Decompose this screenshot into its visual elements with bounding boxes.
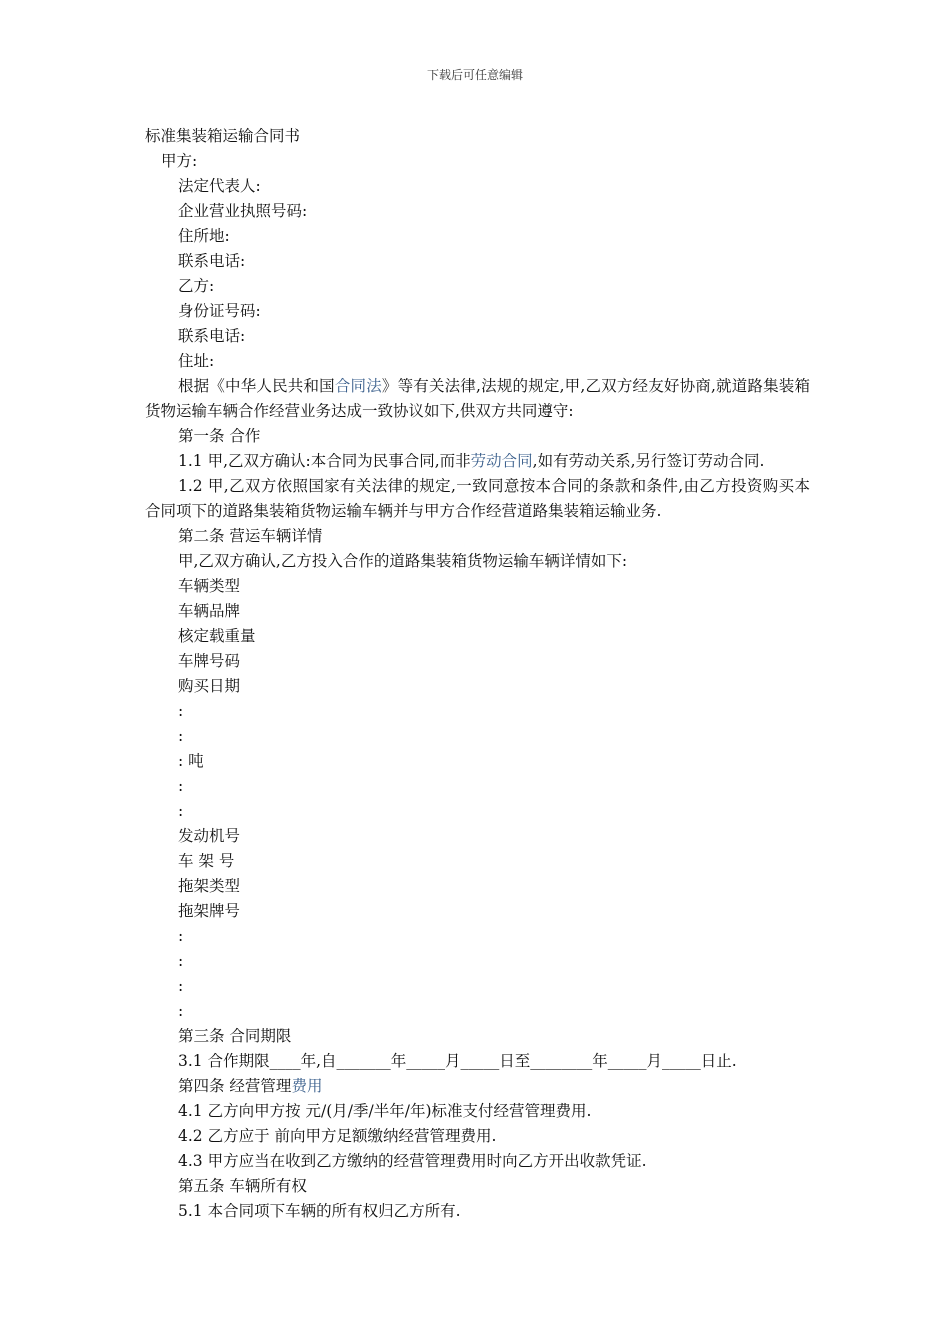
intro-paragraph: [145, 374, 810, 424]
vehicle-field-label: 购买日期: [178, 677, 241, 695]
party-a-phone-field: 联系电话:: [178, 252, 246, 270]
fee-link[interactable]: 费用: [291, 1077, 323, 1095]
article-4-heading-text: 第四条 经营管理: [178, 1077, 292, 1095]
vehicle-field-label: 发动机号: [178, 827, 241, 845]
vehicle-field-value: :: [178, 977, 184, 995]
intro-text-pre: 根据《中华人民共和国: [178, 377, 335, 395]
vehicle-field-value: :: [178, 802, 184, 820]
party-a-address-field: 住所地:: [178, 227, 230, 245]
contract-law-link[interactable]: 合同法: [334, 377, 382, 395]
vehicle-field-value: :: [178, 777, 184, 795]
clause-4-3: 4.3 甲方应当在收到乙方缴纳的经营管理费用时向乙方开出收款凭证.: [178, 1152, 647, 1170]
vehicle-field-value: :: [178, 727, 184, 745]
article-4-heading: [145, 1074, 810, 1099]
clause-1-1-pre: 1.1 甲,乙双方确认:本合同为民事合同,而非: [178, 452, 471, 470]
intro-text-post: 》等有关法律,法规的规定,甲,乙双方经友好协商,就道路集装箱货物运输车辆合作经营业务达成一致协议如下,供双方共同遵守:: [145, 377, 810, 420]
article-2-intro: 甲,乙双方确认,乙方投入合作的道路集装箱货物运输车辆详情如下:: [178, 552, 628, 570]
party-b-address-field: 住址:: [178, 352, 215, 370]
page-header: 下载后可任意编辑: [426, 68, 523, 82]
license-field: 企业营业执照号码:: [178, 202, 308, 220]
vehicle-field-value: :: [178, 927, 184, 945]
vehicle-field-label: 拖架类型: [178, 877, 241, 895]
clause-3-1: 3.1 合作期限____年,自_______年_____月_____日至________年_____月_____日止.: [178, 1052, 737, 1070]
clause-1-1: [145, 449, 810, 474]
clause-4-2: 4.2 乙方应于 前向甲方足额缴纳经营管理费用.: [178, 1127, 497, 1145]
article-3-heading: 第三条 合同期限: [178, 1027, 292, 1045]
legal-rep-field: 法定代表人:: [178, 177, 261, 195]
vehicle-field-label: 核定载重量: [178, 627, 256, 645]
vehicle-field-value: :: [178, 1002, 184, 1020]
vehicle-field-label: 拖架牌号: [178, 902, 241, 920]
article-2-heading: 第二条 营运车辆详情: [178, 527, 323, 545]
clause-5-1: 5.1 本合同项下车辆的所有权归乙方所有.: [178, 1202, 461, 1220]
document-title: 标准集装箱运输合同书: [145, 127, 301, 145]
party-b-label: 乙方:: [178, 277, 215, 295]
labor-contract-link[interactable]: 劳动合同: [470, 452, 533, 470]
vehicle-field-label: 车牌号码: [178, 652, 241, 670]
article-1-heading: 第一条 合作: [178, 427, 261, 445]
vehicle-field-value: :: [178, 952, 184, 970]
vehicle-field-label: 车 架 号: [178, 852, 235, 870]
vehicle-field-label: 车辆类型: [178, 577, 241, 595]
vehicle-field-value: : 吨: [178, 752, 204, 770]
vehicle-field-value: :: [178, 702, 184, 720]
party-b-phone-field: 联系电话:: [178, 327, 246, 345]
clause-4-1: 4.1 乙方向甲方按 元/(月/季/半年/年)标准支付经营管理费用.: [178, 1102, 592, 1120]
clause-1-1-post: ,如有劳动关系,另行签订劳动合同.: [532, 452, 765, 470]
party-a-label: 甲方:: [161, 152, 198, 170]
vehicle-field-label: 车辆品牌: [178, 602, 241, 620]
clause-1-2: 1.2 甲,乙双方依照国家有关法律的规定,一致同意按本合同的条款和条件,由乙方投资购买本合同项下的道路集装箱货物运输车辆并与甲方合作经营道路集装箱运输业务.: [145, 477, 810, 520]
article-5-heading: 第五条 车辆所有权: [178, 1177, 307, 1195]
document-body: [145, 124, 810, 1224]
id-number-field: 身份证号码:: [178, 302, 261, 320]
